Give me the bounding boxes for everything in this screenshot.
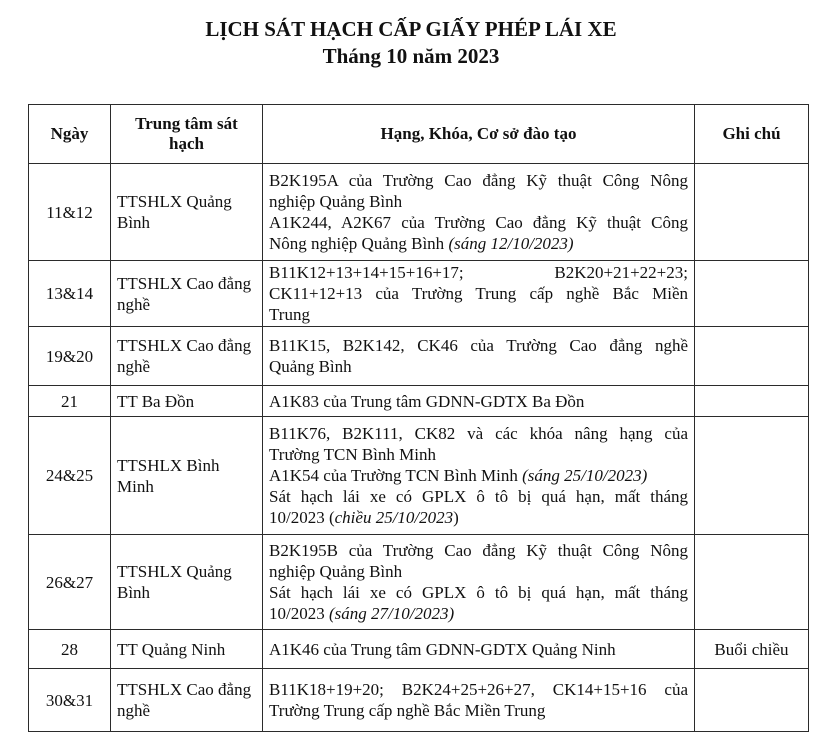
course-line xyxy=(269,486,688,507)
table-row xyxy=(29,386,809,417)
cell-course xyxy=(263,535,695,630)
cell-note xyxy=(695,386,809,417)
cell-day: 24&25 xyxy=(29,417,111,535)
course-line xyxy=(269,444,688,465)
course-line xyxy=(269,391,688,412)
course-text: B2K195B của Trường Cao đẳng Kỹ thuật Công Nông xyxy=(269,541,688,560)
course-text: A1K54 của Trường TCN Bình Minh xyxy=(269,466,523,485)
table-row xyxy=(29,417,809,535)
cell-course xyxy=(263,164,695,261)
cell-center: TT Quảng Ninh xyxy=(111,630,263,669)
cell-course xyxy=(263,669,695,732)
cell-note xyxy=(695,669,809,732)
cell-note xyxy=(695,417,809,535)
table-body xyxy=(29,164,809,732)
course-text: Sát hạch lái xe có GPLX ô tô bị quá hạn, mất tháng xyxy=(269,583,688,602)
course-line xyxy=(269,191,688,212)
course-text: Trung xyxy=(269,305,310,324)
column-header-day: Ngày xyxy=(29,105,111,164)
cell-course xyxy=(263,630,695,669)
cell-note xyxy=(695,327,809,386)
course-text: A1K244, A2K67 của Trường Cao đẳng Kỹ thuật Công xyxy=(269,213,688,232)
course-line xyxy=(269,540,688,561)
course-line xyxy=(269,700,688,721)
cell-center: TTSHLX Quảng Bình xyxy=(111,535,263,630)
cell-center: TTSHLX Bình Minh xyxy=(111,417,263,535)
cell-day: 21 xyxy=(29,386,111,417)
course-line xyxy=(269,170,688,191)
cell-note xyxy=(695,261,809,327)
course-text: B11K76, B2K111, CK82 và các khóa nâng hạng của xyxy=(269,424,688,443)
course-text: CK11+12+13 của Trường Trung cấp nghề Bắc Miền xyxy=(269,284,688,303)
table-row xyxy=(29,669,809,732)
cell-center: TTSHLX Quảng Bình xyxy=(111,164,263,261)
course-line xyxy=(269,423,688,444)
course-line xyxy=(269,283,688,304)
column-header-course: Hạng, Khóa, Cơ sở đào tạo xyxy=(263,105,695,164)
cell-center: TTSHLX Cao đẳng nghề xyxy=(111,669,263,732)
course-text-tail: ) xyxy=(453,508,459,527)
course-text: nghiệp Quảng Bình xyxy=(269,192,403,211)
course-line xyxy=(269,233,688,254)
course-text: B11K12+13+14+15+16+17; B2K20+21+22+23; xyxy=(269,263,688,282)
course-text: Trường Trung cấp nghề Bắc Miền Trung xyxy=(269,701,546,720)
cell-center: TT Ba Đồn xyxy=(111,386,263,417)
course-text: B2K195A của Trường Cao đẳng Kỹ thuật Công Nông xyxy=(269,171,688,190)
course-text: Nông nghiệp Quảng Bình xyxy=(269,234,449,253)
course-date-note: chiều 25/10/2023 xyxy=(334,508,454,527)
course-line xyxy=(269,507,688,528)
course-text: B11K18+19+20; B2K24+25+26+27, CK14+15+16 của xyxy=(269,680,688,699)
course-text: nghiệp Quảng Bình xyxy=(269,562,403,581)
cell-day: 26&27 xyxy=(29,535,111,630)
course-text: 10/2023 xyxy=(269,604,329,623)
course-line xyxy=(269,335,688,356)
cell-center: TTSHLX Cao đẳng nghề xyxy=(111,261,263,327)
table-row xyxy=(29,261,809,327)
table-row xyxy=(29,327,809,386)
cell-course xyxy=(263,261,695,327)
course-line xyxy=(269,603,688,624)
course-text: Sát hạch lái xe có GPLX ô tô bị quá hạn, mất tháng xyxy=(269,487,688,506)
cell-course xyxy=(263,417,695,535)
cell-note: Buổi chiều xyxy=(695,630,809,669)
course-date-note: (sáng 12/10/2023) xyxy=(448,234,574,253)
cell-course xyxy=(263,327,695,386)
table-header-row xyxy=(29,105,809,164)
course-line xyxy=(269,304,688,325)
cell-course xyxy=(263,386,695,417)
document-subtitle: Tháng 10 năm 2023 xyxy=(322,44,500,68)
cell-day: 11&12 xyxy=(29,164,111,261)
cell-day: 13&14 xyxy=(29,261,111,327)
course-date-note: (sáng 25/10/2023) xyxy=(522,466,648,485)
cell-day: 28 xyxy=(29,630,111,669)
course-text: Quảng Bình xyxy=(269,357,352,376)
course-line xyxy=(269,262,688,283)
schedule-table xyxy=(28,104,809,732)
course-text: A1K46 của Trung tâm GDNN-GDTX Quảng Ninh xyxy=(269,639,616,659)
cell-day: 19&20 xyxy=(29,327,111,386)
document-title: LỊCH SÁT HẠCH CẤP GIẤY PHÉP LÁI XE xyxy=(205,17,617,41)
course-line xyxy=(269,212,688,233)
course-text: B11K15, B2K142, CK46 của Trường Cao đẳng nghề xyxy=(269,336,688,355)
table-row xyxy=(29,535,809,630)
course-line xyxy=(269,639,688,660)
course-date-note: (sáng 27/10/2023) xyxy=(328,604,455,623)
course-line xyxy=(269,356,688,377)
table-row xyxy=(29,164,809,261)
course-line xyxy=(269,679,688,700)
course-text: A1K83 của Trung tâm GDNN-GDTX Ba Đồn xyxy=(269,391,585,411)
table-row xyxy=(29,630,809,669)
cell-note xyxy=(695,164,809,261)
column-header-note: Ghi chú xyxy=(695,105,809,164)
course-text: 10/2023 ( xyxy=(269,508,335,527)
cell-center: TTSHLX Cao đẳng nghề xyxy=(111,327,263,386)
course-text: Trường TCN Bình Minh xyxy=(269,445,436,464)
course-line xyxy=(269,465,688,486)
cell-day: 30&31 xyxy=(29,669,111,732)
course-line xyxy=(269,561,688,582)
course-line xyxy=(269,582,688,603)
cell-note xyxy=(695,535,809,630)
column-header-center: Trung tâm sát hạch xyxy=(111,105,263,164)
